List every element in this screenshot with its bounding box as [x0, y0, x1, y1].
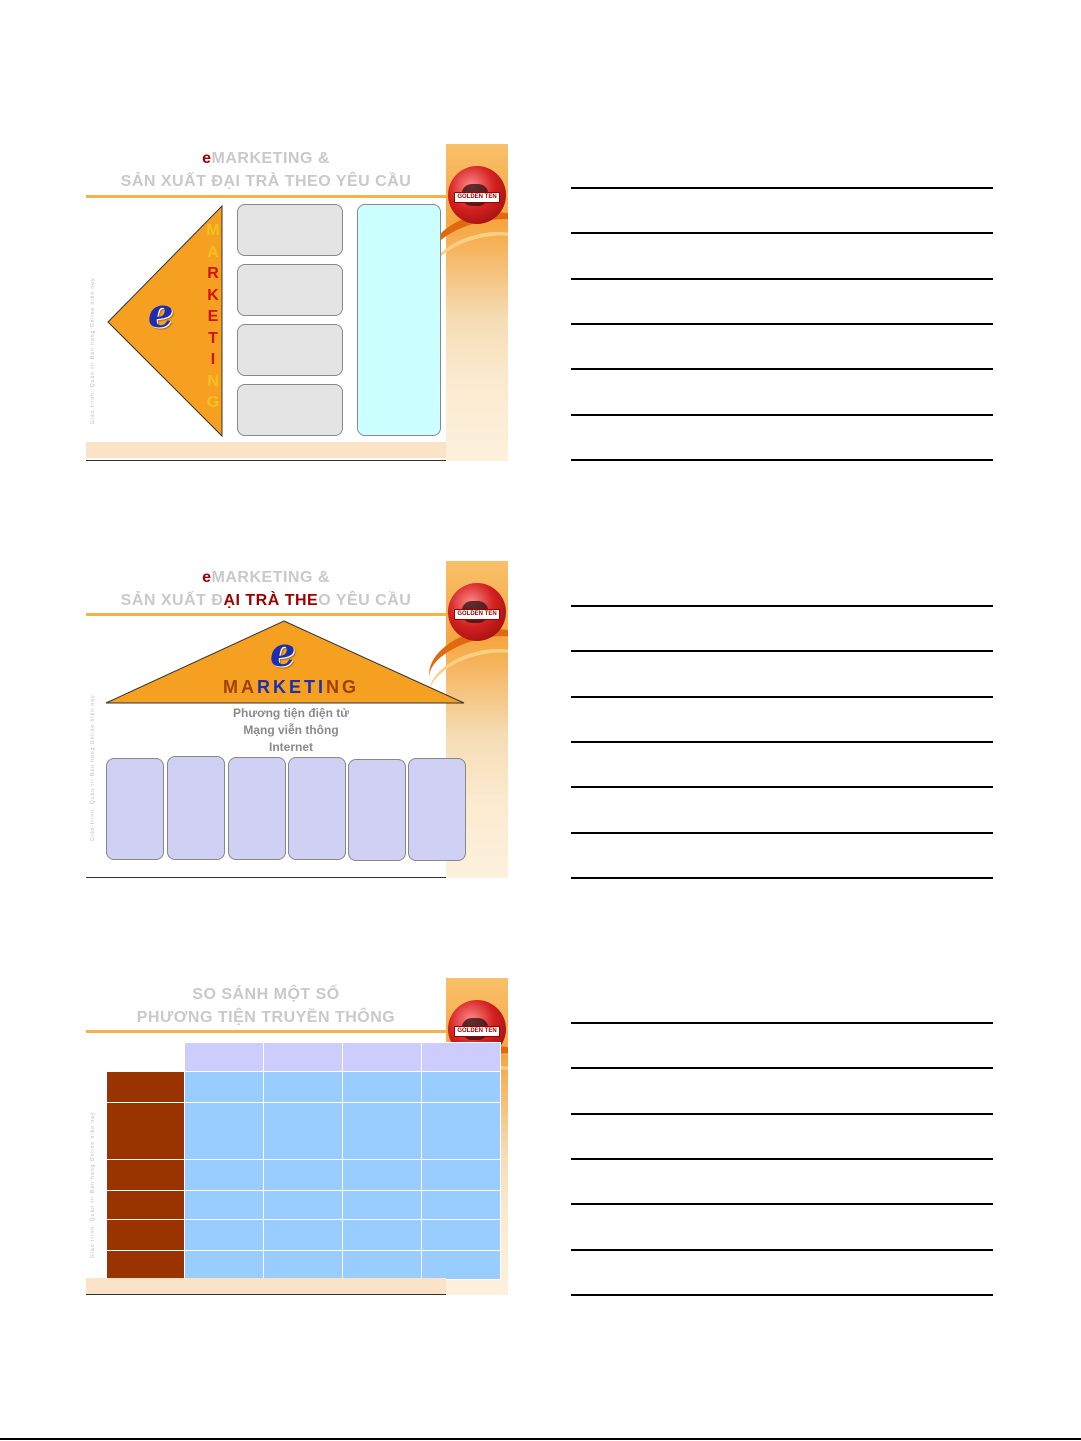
page-bottom-rule [0, 1438, 1081, 1440]
note-line [571, 1158, 993, 1160]
slide-1 [86, 144, 508, 461]
pillar-box-5 [348, 759, 406, 861]
slide-title-line1: eMARKETING & [202, 569, 330, 586]
pillar-box-4 [288, 757, 346, 860]
table-row [107, 1251, 501, 1280]
slide-title-line1: SO SÁNH MỘT SỐ [192, 986, 340, 1003]
table-cell [185, 1072, 264, 1103]
roof-letter: K [272, 677, 289, 697]
note-line [571, 232, 993, 234]
roof-letter: A [240, 677, 257, 697]
note-line [571, 323, 993, 325]
note-line [571, 605, 993, 607]
slide-bottom-border [86, 877, 446, 878]
table-row [107, 1220, 501, 1251]
table-cell [343, 1103, 422, 1160]
table-cell [343, 1191, 422, 1220]
table-cell [343, 1160, 422, 1191]
table-cell [185, 1160, 264, 1191]
footer-band [86, 442, 446, 458]
note-line [571, 1249, 993, 1251]
subtitle-line-1: Phương tiện điện tử [233, 706, 349, 720]
table-row [107, 1043, 501, 1072]
table-cell [343, 1220, 422, 1251]
note-line [571, 414, 993, 416]
slide-bottom-border [86, 1294, 446, 1295]
table-cell [422, 1103, 501, 1160]
note-line [571, 877, 993, 879]
note-line [571, 786, 993, 788]
table-cell [107, 1251, 185, 1280]
e-logo-icon: e [270, 629, 296, 676]
content-box-right [357, 204, 441, 436]
title-rule [86, 613, 446, 616]
table-row [107, 1103, 501, 1160]
table-cell [264, 1043, 343, 1072]
table-cell [107, 1220, 185, 1251]
title-rule [86, 1030, 446, 1033]
vertical-letter: R [207, 265, 219, 282]
note-line [571, 741, 993, 743]
table-cell [422, 1043, 501, 1072]
table-cell [422, 1072, 501, 1103]
vertical-letter: K [207, 286, 219, 304]
vertical-letter: A [207, 243, 219, 261]
roof-letter: E [288, 677, 304, 697]
note-line [571, 1067, 993, 1069]
roof-letter: I [317, 677, 326, 697]
note-line [571, 1203, 993, 1205]
subtitle-line-2: Mạng viễn thông [243, 723, 339, 737]
roof-letter: M [222, 677, 241, 697]
table-cell [264, 1191, 343, 1220]
table-cell [343, 1072, 422, 1103]
content-box-3 [237, 324, 343, 376]
side-caption: Giáo trình: Quản trị Bán hàng Online hiện nay [90, 277, 96, 424]
content-box-1 [237, 204, 343, 256]
note-line [571, 187, 993, 189]
note-line [571, 278, 993, 280]
note-line [571, 1113, 993, 1115]
note-line [571, 650, 993, 652]
logo-badge: GOLDEN TEN [454, 609, 500, 620]
pillar-box-2 [167, 756, 225, 860]
slide-title-line2: SẢN XUẤT ĐẠI TRÀ THEO YÊU CẦU [120, 173, 412, 190]
table-cell [185, 1191, 264, 1220]
content-box-2 [237, 264, 343, 316]
vertical-letter: M [206, 222, 220, 239]
table-row [107, 1191, 501, 1220]
side-caption: Giáo trình: Quản trị Bán hàng Online hiện nay [90, 694, 96, 841]
table-cell [185, 1251, 264, 1280]
footer-band [86, 1278, 446, 1294]
vertical-letter: N [207, 372, 219, 390]
comparison-table [106, 1042, 501, 1280]
slide-decoration [446, 144, 508, 461]
table-cell [264, 1160, 343, 1191]
vertical-letter: I [210, 351, 216, 368]
roof-letter: R [256, 677, 273, 697]
table-row [107, 1072, 501, 1103]
title-rule [86, 195, 446, 198]
table-cell [264, 1103, 343, 1160]
note-line [571, 368, 993, 370]
vertical-letter: E [207, 308, 219, 325]
roof-letter: T [303, 677, 318, 697]
table-cell [343, 1043, 422, 1072]
subtitle-line-3: Internet [268, 740, 313, 754]
roof-marketing-word [196, 677, 386, 698]
table-cell [422, 1160, 501, 1191]
table-cell [422, 1191, 501, 1220]
slide-title-line1: eMARKETING & [202, 150, 330, 167]
note-line [571, 1294, 993, 1296]
slide-bottom-border [86, 460, 446, 461]
roof-letter: N [326, 677, 342, 697]
note-line [571, 832, 993, 834]
table-cell [185, 1103, 264, 1160]
side-caption: Giáo trình: Quản trị Bán hàng Online hiện nay [90, 1111, 96, 1258]
slide-title-line2: PHƯƠNG TIỆN TRUYỀN THÔNG [136, 1009, 396, 1026]
pillar-box-3 [228, 757, 286, 860]
table-cell [185, 1043, 264, 1072]
table-row [107, 1160, 501, 1191]
table-cell [107, 1043, 185, 1072]
logo-badge: GOLDEN TEN [454, 192, 500, 203]
roof-letter: G [342, 677, 360, 697]
vertical-letter: G [206, 394, 220, 411]
table-cell [343, 1251, 422, 1280]
table-cell [107, 1160, 185, 1191]
table-cell [422, 1220, 501, 1251]
content-box-4 [237, 384, 343, 436]
pillar-box-1 [106, 758, 164, 860]
table-cell [264, 1251, 343, 1280]
table-cell [422, 1251, 501, 1280]
slide-2 [86, 561, 508, 878]
table-cell [107, 1072, 185, 1103]
note-line [571, 1022, 993, 1024]
slide-title-line2: SẢN XUẤT ĐẠI TRÀ THEO YÊU CẦU [120, 592, 412, 609]
pillar-box-6 [408, 758, 466, 861]
table-cell [264, 1072, 343, 1103]
table-cell [185, 1220, 264, 1251]
e-logo-icon: e [148, 290, 174, 337]
table-cell [264, 1220, 343, 1251]
note-line [571, 696, 993, 698]
table-cell [107, 1191, 185, 1220]
note-line [571, 459, 993, 461]
slide-3 [86, 978, 508, 1295]
globe-logo-icon [448, 166, 506, 224]
logo-badge: GOLDEN TEN [454, 1026, 500, 1037]
vertical-letter: T [208, 329, 218, 347]
table-cell [107, 1103, 185, 1160]
